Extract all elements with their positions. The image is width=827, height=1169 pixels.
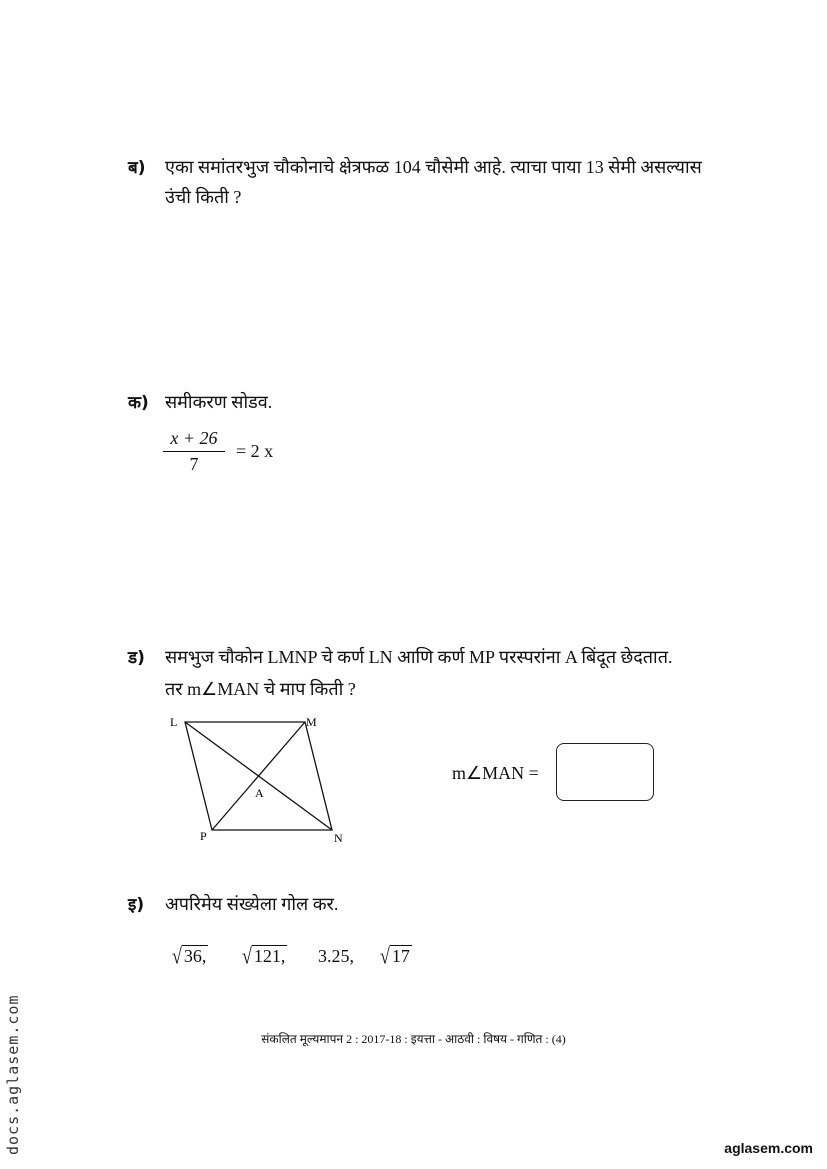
question-label-b: ब): [128, 158, 146, 178]
intersection-a: A: [255, 786, 264, 800]
vertex-m: M: [306, 715, 317, 729]
question-b-line2: उंची किती ?: [165, 187, 242, 207]
question-d-line2: तर m∠MAN चे माप किती ?: [165, 679, 356, 699]
brand-label: aglasem.com: [724, 1140, 813, 1156]
rhombus-diagram: [160, 708, 360, 848]
question-b-line1: एका समांतरभुज चौकोनाचे क्षेत्रफळ 104 चौसेमी आहे. त्याचा पाया 13 सेमी असल्यास: [165, 157, 702, 177]
equation-denominator: 7: [189, 454, 199, 474]
answer-label: m∠MAN =: [452, 763, 539, 783]
sqrt-icon: √: [242, 943, 252, 969]
sqrt-icon: √: [172, 943, 182, 969]
question-label-d: ड): [128, 648, 145, 668]
question-label-k: क): [128, 393, 149, 413]
question-i-line1: अपरिमेय संख्येला गोल कर.: [165, 894, 339, 914]
vertex-p: P: [200, 829, 207, 843]
option-sqrt-121[interactable]: √ 121,: [242, 943, 286, 969]
question-k-line1: समीकरण सोडव.: [165, 392, 273, 412]
option-3-25[interactable]: 3.25,: [318, 946, 354, 966]
equation-rhs: = 2 x: [236, 441, 274, 461]
watermark: docs.aglasem.com: [4, 994, 22, 1155]
question-label-i: इ): [128, 895, 145, 915]
option-sqrt-17[interactable]: √ 17: [380, 943, 410, 969]
vertex-n: N: [334, 831, 343, 845]
question-d-line1: समभुज चौकोन LMNP चे कर्ण LN आणि कर्ण MP परस्परांना A बिंदूत छेदतात.: [165, 647, 673, 667]
diagonal-mp: [212, 722, 305, 830]
page-footer: संकलित मूल्यमापन 2 : 2017-18 : इयत्ता - आठवी : विषय - गणित : (4): [261, 1032, 566, 1046]
sqrt-icon: √: [380, 943, 390, 969]
equation-numerator: x + 26: [163, 428, 225, 452]
equation-fraction: [163, 428, 225, 475]
option-sqrt-36[interactable]: √ 36,: [172, 943, 207, 969]
answer-box[interactable]: [556, 743, 654, 801]
vertex-l: L: [170, 715, 178, 729]
